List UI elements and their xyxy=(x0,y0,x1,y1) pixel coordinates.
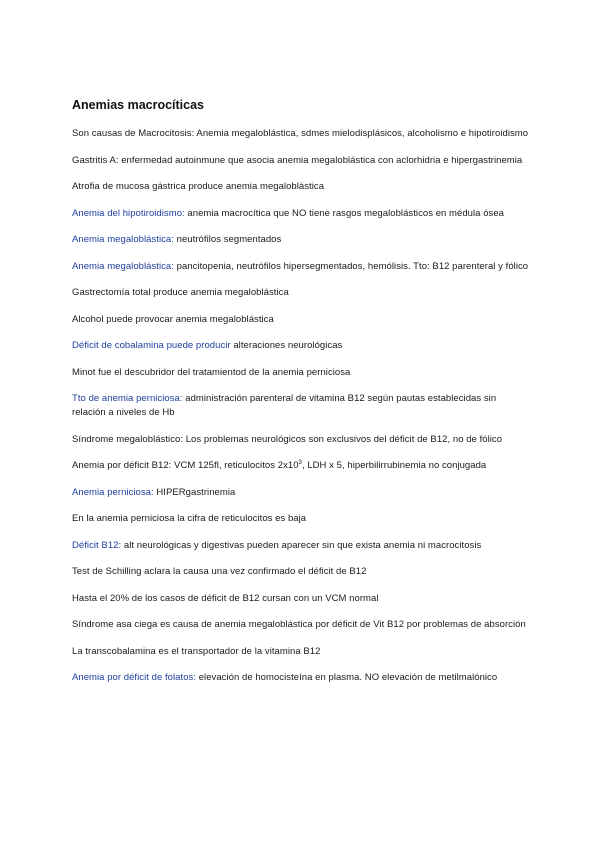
paragraph-text: pancitopenia, neutrófilos hipersegmentados, hemólisis. Tto: B12 parenteral y fólico xyxy=(173,260,529,272)
paragraph xyxy=(72,233,532,247)
paragraph xyxy=(72,180,532,194)
paragraph xyxy=(72,392,532,420)
paragraph-text: alt neurológicas y digestivas pueden aparecer sin que exista anemia ni macrocitosis xyxy=(121,539,482,551)
paragraph xyxy=(72,459,532,473)
paragraph-text: administración parenteral de vitamina B12 según pautas establecidas sin relación a niveles de Hb xyxy=(72,393,497,418)
paragraph-text: Síndrome megaloblástico: Los problemas neurológicos son exclusivos del déficit de B12, no de fólico xyxy=(72,433,503,445)
paragraph xyxy=(72,671,532,685)
paragraph-text: Atrofia de mucosa gástrica produce anemia megaloblástica xyxy=(72,181,325,192)
paragraph-text: alteraciones neurológicas xyxy=(230,340,343,351)
paragraph xyxy=(72,486,532,500)
paragraph-text: Hasta el 20% de los casos de déficit de B12 cursan con un VCM normal xyxy=(72,592,379,604)
paragraph-text: neutrófilos segmentados xyxy=(173,234,282,245)
paragraph xyxy=(72,565,532,579)
paragraph xyxy=(72,618,532,632)
paragraph-text: Gastrectomía total produce anemia megaloblástica xyxy=(72,287,289,298)
paragraph xyxy=(72,207,532,221)
paragraph-text: Gastritis A: enfermedad autoinmune que asocia anemia megaloblástica con aclorhidria e hipergastrinemia xyxy=(72,154,523,166)
paragraph-text-tail: , LDH x 5, hiperbilirrubinemia no conjugada xyxy=(301,460,487,471)
paragraph xyxy=(72,313,532,327)
paragraph xyxy=(72,366,532,380)
highlighted-term: Tto de anemia perniciosa: xyxy=(72,393,183,404)
paragraph xyxy=(72,645,532,659)
paragraph-text: Síndrome asa ciega es causa de anemia megaloblástica por déficit de Vit B12 por problemas de absorción xyxy=(72,619,526,630)
paragraph-text: Test de Schilling aclara la causa una vez confirmado el déficit de B12 xyxy=(72,566,367,577)
paragraph xyxy=(72,433,532,447)
highlighted-term: Anemia del hipotiroidismo: xyxy=(72,207,185,219)
paragraph xyxy=(72,592,532,606)
highlighted-term: Anemia megaloblástica: xyxy=(72,234,174,245)
highlighted-term: Anemia megaloblástica: xyxy=(72,260,174,272)
paragraph xyxy=(72,512,532,526)
paragraph xyxy=(72,286,532,300)
page-title: Anemias macrocíticas xyxy=(72,98,205,112)
paragraph-text: En la anemia perniciosa la cifra de reticulocitos es baja xyxy=(72,513,307,524)
paragraph xyxy=(72,127,532,141)
highlighted-term: Anemia por déficit de folatos: xyxy=(72,672,197,683)
paragraph-text: La transcobalamina es el transportador de la vitamina B12 xyxy=(72,645,321,657)
paragraph-text: Son causas de Macrocitosis: Anemia megaloblástica, sdmes mielodisplásicos, alcoholismo e hipotiroidismo xyxy=(72,128,529,139)
paragraph-text: anemia macrocítica que NO tiene rasgos megaloblásticos en médula ósea xyxy=(184,207,504,219)
paragraph xyxy=(72,154,532,168)
paragraph-text: Minot fue el descubridor del tratamientod de la anemia perniciosa xyxy=(72,366,351,378)
paragraph-text: elevación de homocisteína en plasma. NO elevación de metilmalónico xyxy=(196,672,498,683)
paragraph-text: HIPERgastrinemia xyxy=(153,486,236,498)
superscript: 3 xyxy=(298,459,302,466)
highlighted-term: Déficit B12: xyxy=(72,539,122,551)
paragraph-text: Alcohol puede provocar anemia megaloblástica xyxy=(72,313,274,325)
paragraph xyxy=(72,339,532,353)
highlighted-term: Déficit de cobalamina puede producir xyxy=(72,340,231,351)
paragraph xyxy=(72,260,532,274)
highlighted-term: Anemia perniciosa: xyxy=(72,486,154,498)
paragraph-text: Anemia por déficit B12: VCM 125fl, reticulocitos 2x10 xyxy=(72,460,299,471)
paragraph xyxy=(72,539,532,553)
document-body xyxy=(72,127,532,698)
